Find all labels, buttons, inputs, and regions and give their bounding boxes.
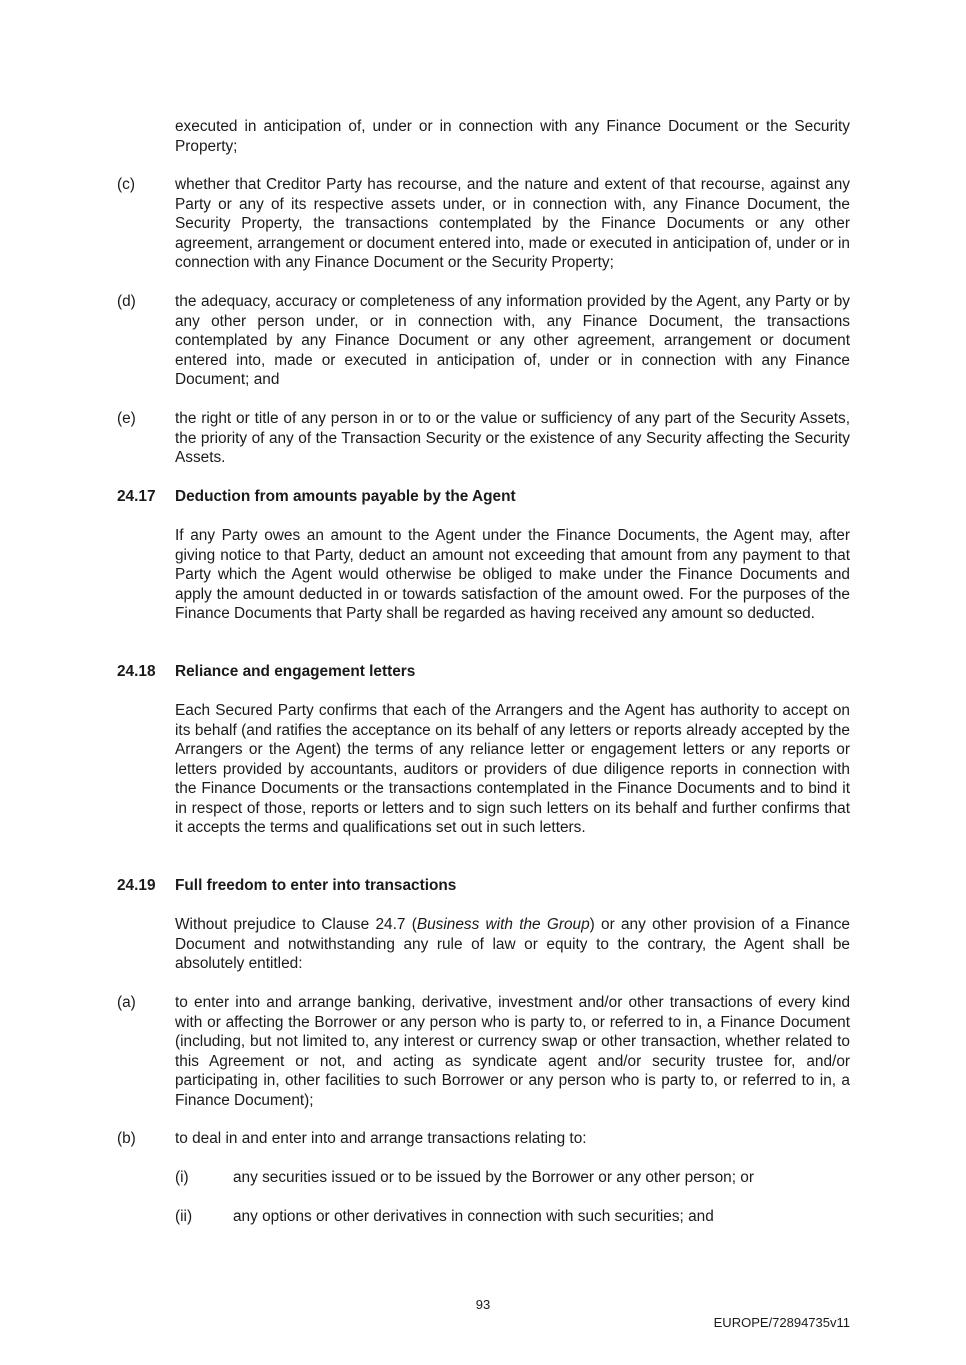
item-label-a: (a) <box>117 994 136 1011</box>
item-text-a: to enter into and arrange banking, derivative, investment and/or other transactions of every kind with or affecting the Borrower or any person who is party to, or referred to in, a Finance Document (including, but not limited to, any interest or currency swap or other transaction, whether related to this Agreement or not, and acting as syndicate agent and/or security trustee for, and/or participating in, other facilities to such Borrower or any person who is party to, or referred to in, a Finance Document); <box>175 994 850 1109</box>
item-text-e: the right or title of any person in or to or the value or sufficiency of any part of the Security Assets, the priority of any of the Transaction Security or the existence of any Security affecting the Security Assets. <box>175 410 850 466</box>
continuation-paragraph: executed in anticipation of, under or in connection with any Finance Document or the Security Property; <box>175 118 850 155</box>
section-title-24-18: Reliance and engagement letters <box>175 663 416 680</box>
intro-after: ) or any other provision of a Finance Document and notwithstanding any rule of law or equity to the contrary, the Agent shall be absolutely entitled: <box>175 916 850 972</box>
subitem-label-i: (i) <box>175 1169 189 1186</box>
section-number-24-18: 24.18 <box>117 663 156 680</box>
section-intro-24-19 <box>175 915 850 974</box>
item-label-c: (c) <box>117 176 135 193</box>
section-title-24-17: Deduction from amounts payable by the Agent <box>175 488 516 505</box>
item-label-d: (d) <box>117 293 136 310</box>
section-number-24-17: 24.17 <box>117 488 156 505</box>
item-text-b: to deal in and enter into and arrange transactions relating to: <box>175 1130 587 1147</box>
document-reference: EUROPE/72894735v11 <box>713 1315 850 1330</box>
item-label-b: (b) <box>117 1130 136 1147</box>
section-text-24-17: If any Party owes an amount to the Agent under the Finance Documents, the Agent may, after giving notice to that Party, deduct an amount not exceeding that amount from any payment to that Party which the Agent would otherwise be obliged to make under the Finance Documents and apply the amount deducted in or towards satisfaction of the amount owed. For the purposes of the Finance Documents that Party shall be regarded as having received any amount so deducted. <box>175 527 850 622</box>
intro-before: Without prejudice to Clause 24.7 ( <box>175 916 417 933</box>
section-number-24-19: 24.19 <box>117 877 156 894</box>
clause-reference-italic: Business with the Group <box>416 916 590 933</box>
subitem-label-ii: (ii) <box>175 1208 193 1225</box>
item-label-e: (e) <box>117 410 136 427</box>
page-number: 93 <box>475 1297 491 1312</box>
subitem-text-ii: any options or other derivatives in connection with such securities; and <box>233 1208 714 1225</box>
subitem-text-i: any securities issued or to be issued by the Borrower or any other person; or <box>233 1169 754 1186</box>
section-text-24-18: Each Secured Party confirms that each of the Arrangers and the Agent has authority to accept on its behalf (and ratifies the acceptance on its behalf of any letters or reports already accepted by the Arrangers or the Agent) the terms of any reliance letter or engagement letters or any reports or letters provided by accountants, auditors or providers of due diligence reports in connection with the Finance Documents or the transactions contemplated in the Finance Documents and to bind it in respect of those, reports or letters and to sign such letters on its behalf and further confirms that it accepts the terms and qualifications set out in such letters. <box>175 702 850 836</box>
section-title-24-19: Full freedom to enter into transactions <box>175 877 457 894</box>
item-text-c: whether that Creditor Party has recourse, and the nature and extent of that recourse, against any Party or any of its respective assets under, or in connection with, any Finance Document, the Security Property, the transactions contemplated by the Finance Documents or any other agreement, arrangement or document entered into, made or executed in anticipation of, under or in connection with any Finance Document or the Security Property; <box>175 176 850 271</box>
item-text-d: the adequacy, accuracy or completeness of any information provided by the Agent, any Party or by any other person under, or in connection with, any Finance Document, the transactions contemplated by any Finance Document or any other agreement, arrangement or document entered into, made or executed in anticipation of, under or in connection with any Finance Document; and <box>175 293 850 388</box>
